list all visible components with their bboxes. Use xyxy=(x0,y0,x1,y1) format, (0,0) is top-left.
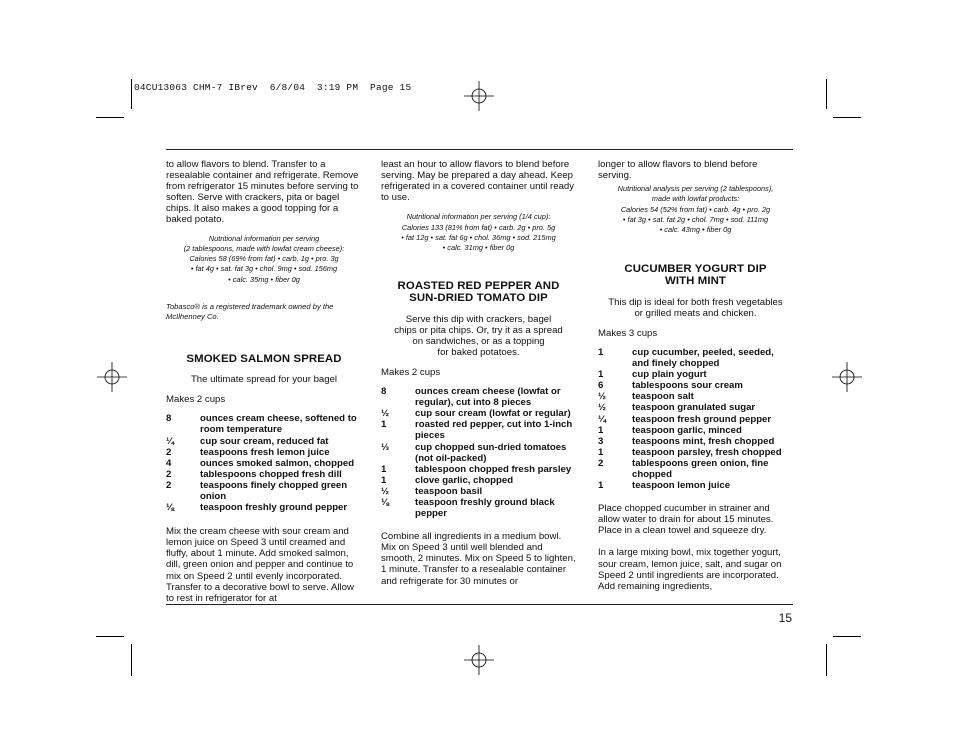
ingredient: ½ teaspoon granulated sugar xyxy=(598,402,756,414)
ingredient-list xyxy=(598,347,793,491)
ingredient-list xyxy=(381,386,576,519)
recipe-title: SMOKED SALMON SPREAD xyxy=(186,352,342,365)
page-number: 15 xyxy=(778,611,792,625)
ingredient: 6 tablespoons sour cream xyxy=(598,380,743,392)
crop-mark xyxy=(826,79,827,109)
ingredient: 1 teaspoon lemon juice xyxy=(598,480,731,492)
ingredient: ½ teaspoon salt xyxy=(598,391,694,403)
ingredient: 2 tablespoons green onion, fine chopped xyxy=(598,457,769,480)
ingredient: 8 ounces cream cheese, softened to room temperature xyxy=(166,413,357,436)
ingredient: ⅓ cup chopped sun-dried tomatoes (not oil-packed) xyxy=(381,441,567,464)
ingredient: ⅛ teaspoon freshly ground black pepper xyxy=(381,496,555,520)
ingredient: 4 ounces smoked salmon, chopped xyxy=(166,457,355,469)
ingredient: 1 teaspoon garlic, minced xyxy=(598,424,742,436)
registration-mark-left xyxy=(97,362,127,392)
crop-mark xyxy=(96,117,124,118)
footer-rule xyxy=(166,604,793,605)
ingredient: 1 roasted red pepper, cut into 1-inch pieces xyxy=(381,419,573,442)
recipe-subtitle: This dip is ideal for both fresh vegetables or grilled meats and chicken. xyxy=(608,296,783,319)
ingredient-list xyxy=(166,413,362,513)
header-rule xyxy=(166,149,793,150)
crop-mark xyxy=(826,644,827,676)
intro-text: longer to allow flavors to blend before serving. xyxy=(598,159,758,182)
ingredient: 2 teaspoons fresh lemon juice xyxy=(166,446,330,458)
yield: Makes 3 cups xyxy=(598,327,658,339)
intro-text: to allow flavors to blend. Transfer to a resealable container and refrigerate. Remove from refrigerator 15 minutes before serving to soften. Serve with crackers, pita or bagel chips. It also makes a good topping for a baked potato. xyxy=(166,159,359,226)
ingredient: 1 tablespoon chopped fresh parsley xyxy=(381,463,572,475)
intro-text: least an hour to allow flavors to blend before serving. May be prepared a day ahead. Keep refrigerated in a covered container until ready to use. xyxy=(381,159,575,204)
method-text: Combine all ingredients in a medium bowl. Mix on Speed 3 until well blended and smooth, 2 minutes. Mix on Speed 5 to lighten, 1 minute. Transfer to a resealable container and refrigerate for 30 minutes or xyxy=(381,531,576,587)
method-text: In a large mixing bowl, mix together yogurt, sour cream, lemon juice, salt, and sugar on Speed 2 until ingredients are incorporated. Add remaining ingredients, xyxy=(598,547,782,592)
ingredient: 1 clove garlic, chopped xyxy=(381,474,514,486)
ingredient: 1 teaspoon parsley, fresh chopped xyxy=(598,446,782,458)
ingredient: 3 teaspoons mint, fresh chopped xyxy=(598,435,775,447)
ingredient: 8 ounces cream cheese (lowfat or regular), cut into 8 pieces xyxy=(381,386,561,409)
registration-mark-right xyxy=(832,362,862,392)
column-2 xyxy=(381,159,576,587)
yield: Makes 2 cups xyxy=(381,366,441,378)
crop-mark xyxy=(131,644,132,676)
ingredient: ½ teaspoon basil xyxy=(381,485,483,497)
crop-mark xyxy=(96,636,124,637)
ingredient: ⅛ teaspoon freshly ground pepper xyxy=(166,502,348,514)
method-text: Mix the cream cheese with sour cream and lemon juice on Speed 3 until creamed and fluffy, about 1 minute. Add smoked salmon, dill, green onion and pepper and continue to mix on Speed 2 until evenly incorporated. Transfer to a decorative bowl to serve. Allow to rest in refrigerator for at xyxy=(166,526,354,604)
registration-mark-bottom xyxy=(464,645,494,675)
column-1 xyxy=(166,159,362,604)
column-3 xyxy=(598,159,793,592)
ingredient: 1 cup plain yogurt xyxy=(598,369,707,381)
nutrition-info: Nutritional analysis per serving (2 tablespoons), made with lowfat products: Calories 54 (52% from fat) • carb. 4g • pro. 2g • fat 3g • sat. fat 2g • chol. 7mg • sod. 111mg • calc. 43mg • fiber 0g xyxy=(617,184,774,235)
ingredient: ¼ teaspoon fresh ground pepper xyxy=(598,413,772,425)
crop-mark xyxy=(833,117,861,118)
crop-mark xyxy=(833,636,861,637)
method-text: Place chopped cucumber in strainer and allow water to drain for about 15 minutes. Place in a clean towel and squeeze dry. xyxy=(598,503,774,537)
nutrition-info: Nutritional information per serving (1/4 cup): Calories 133 (81% from fat) • carb. 2g • pro. 5g • fat 12g • sat. fat 6g • chol. 36mg • sod. 215mg • calc. 31mg • fiber 0g xyxy=(401,212,556,253)
print-slug: 04CU13063 CHM-7 IBrev 6/8/04 3:19 PM Page 15 xyxy=(134,82,412,93)
recipe-title: CUCUMBER YOGURT DIP WITH MINT xyxy=(624,262,767,288)
crop-mark xyxy=(131,79,132,109)
yield: Makes 2 cups xyxy=(166,394,226,406)
recipe-title: ROASTED RED PEPPER AND SUN-DRIED TOMATO DIP xyxy=(397,279,560,305)
ingredient: 2 tablespoons chopped fresh dill xyxy=(166,468,342,480)
recipe-subtitle: Serve this dip with crackers, bagel chips or pita chips. Or, try it as a spread on sandwiches, or as a topping for baked potatoes. xyxy=(394,313,563,358)
ingredient: ¼ cup sour cream, reduced fat xyxy=(166,435,329,447)
ingredient: 2 teaspoons finely chopped green onion xyxy=(166,479,348,502)
nutrition-info: Nutritional information per serving (2 tablespoons, made with lowfat cream cheese): Calories 58 (69% from fat) • carb. 1g • pro. 3g • fat 4g • sat. fat 3g • chol. 9mg • sod. 156mg • calc. 35mg • fiber 0g xyxy=(183,233,345,284)
recipe-subtitle: The ultimate spread for your bagel xyxy=(190,374,338,386)
ingredient: 1 cup cucumber, peeled, seeded, and finely chopped xyxy=(598,346,774,370)
registration-mark-top xyxy=(464,81,494,111)
trademark-note: Tobasco® is a registered trademark owned by the McIlhenney Co. xyxy=(166,302,334,322)
ingredient: ½ cup sour cream (lowfat or regular) xyxy=(381,408,571,420)
